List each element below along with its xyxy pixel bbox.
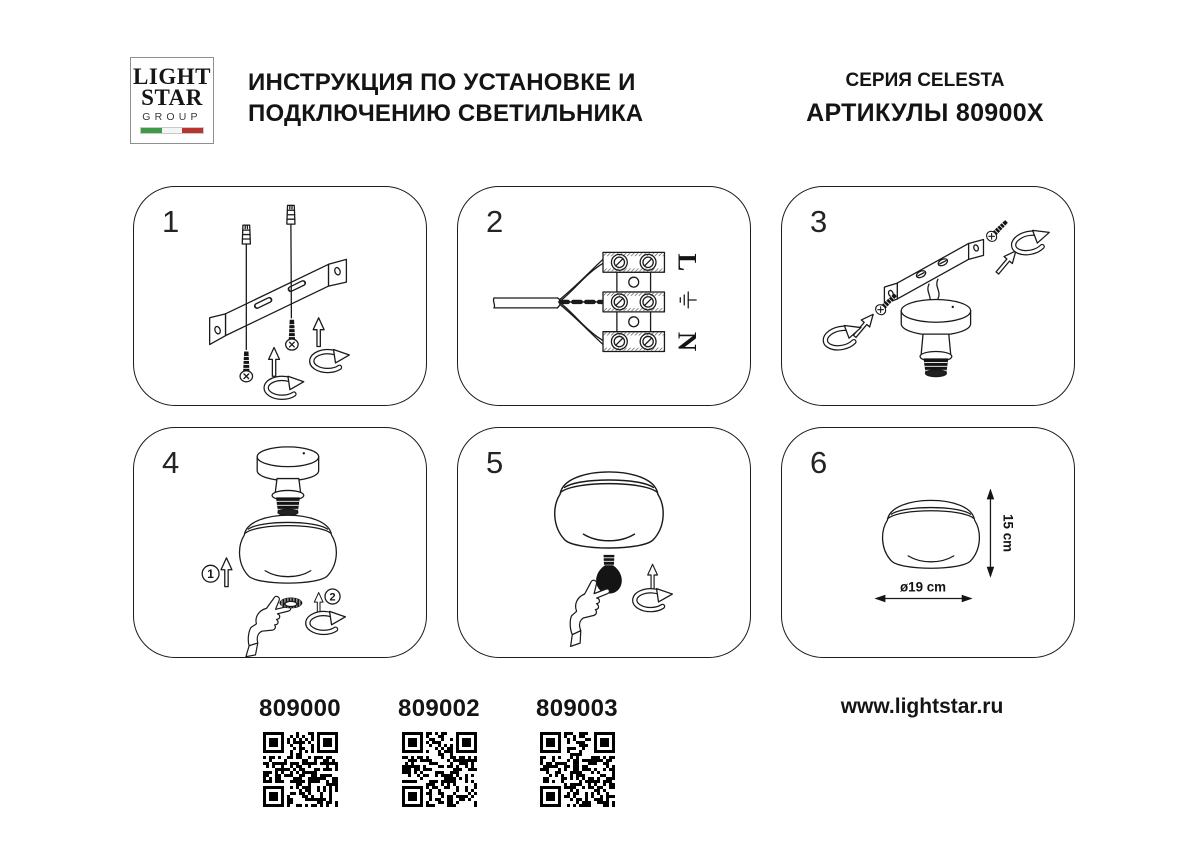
wall-plug-icon — [242, 225, 250, 244]
rotate-arrow-icon — [308, 611, 346, 632]
step-panel-3 — [781, 186, 1075, 406]
article-code: 809002 — [398, 695, 480, 722]
articles-label: АРТИКУЛЫ 80900X — [806, 99, 1044, 127]
logo-text-light: LIGHT — [133, 64, 211, 89]
dimensions-diagram — [782, 428, 1074, 657]
logo-text-star: STAR — [141, 85, 203, 110]
up-arrow-icon — [313, 318, 324, 347]
glass-shade — [555, 472, 663, 548]
dim-arrow-icon — [987, 488, 995, 499]
logo-text-group: GROUP — [142, 111, 202, 123]
marker-1: 1 — [207, 566, 214, 581]
title-line-2: ПОДКЛЮЧЕНИЮ СВЕТИЛЬНИКА — [248, 100, 644, 127]
title-line-1: ИНСТРУКЦИЯ ПО УСТАНОВКЕ И — [248, 69, 636, 96]
step-panel-5 — [457, 427, 751, 658]
base-mounting-diagram — [782, 187, 1074, 405]
step-panel-6 — [781, 427, 1075, 658]
diameter-dimension: ø19 cm — [899, 579, 947, 595]
step-panel-1 — [133, 186, 427, 406]
qr-code — [263, 732, 338, 807]
article-code: 809000 — [259, 695, 341, 722]
dim-arrow-icon — [962, 595, 973, 603]
hand-icon — [562, 578, 616, 646]
article-809002 — [374, 695, 504, 807]
terminal-row-ground — [603, 292, 664, 312]
step-number: 2 — [486, 204, 504, 239]
step-number: 1 — [162, 204, 180, 239]
wiring-terminal-diagram — [458, 187, 750, 405]
rotate-arrow-icon — [1011, 227, 1052, 255]
rotate-arrow-icon — [823, 322, 864, 350]
up-arrow-icon — [850, 311, 877, 340]
screw-icon — [240, 351, 252, 381]
live-label: L — [672, 253, 703, 272]
terminal-row-neutral — [603, 332, 664, 352]
up-arrow-icon — [269, 348, 280, 377]
page-title — [248, 67, 643, 129]
rotate-arrow-icon — [635, 589, 673, 610]
screw-icon — [286, 320, 298, 350]
step-panel-4 — [133, 427, 427, 658]
terminal-row-live — [603, 252, 664, 272]
bulb-installation-diagram — [458, 428, 750, 657]
rotate-arrow-icon — [266, 376, 304, 397]
earth-ground-icon — [680, 292, 696, 308]
marker-2: 2 — [329, 591, 336, 604]
qr-code — [402, 732, 477, 807]
glass-shade — [240, 515, 337, 583]
neutral-label: N — [672, 331, 703, 352]
wall-plug-icon — [287, 205, 295, 224]
dim-arrow-icon — [874, 595, 885, 603]
rotate-arrow-icon — [312, 350, 350, 371]
step-number: 6 — [810, 445, 828, 480]
step-panel-2 — [457, 186, 751, 406]
step-number: 5 — [486, 445, 504, 480]
height-dimension: 15 cm — [1000, 514, 1016, 553]
qr-code — [540, 732, 615, 807]
italian-flag-icon — [140, 127, 204, 134]
article-809003 — [512, 695, 642, 807]
glass-shade — [883, 500, 980, 568]
series-label: СЕРИЯ CELESTA — [845, 70, 1005, 91]
step-number: 4 — [162, 445, 180, 480]
step-number: 3 — [810, 204, 828, 239]
dim-arrow-icon — [987, 567, 995, 578]
terminal-connector — [617, 312, 651, 332]
website-url: www.lightstar.ru — [840, 695, 1004, 718]
bracket-and-screws-diagram — [134, 187, 426, 405]
shade-attachment-diagram — [134, 428, 426, 657]
article-code: 809003 — [536, 695, 618, 722]
screw-icon — [985, 218, 1011, 244]
article-809000 — [235, 695, 365, 807]
up-arrow-icon — [648, 564, 658, 590]
terminal-connector — [617, 272, 651, 292]
up-arrow-icon — [221, 558, 232, 587]
lightstar-logo — [130, 57, 214, 144]
